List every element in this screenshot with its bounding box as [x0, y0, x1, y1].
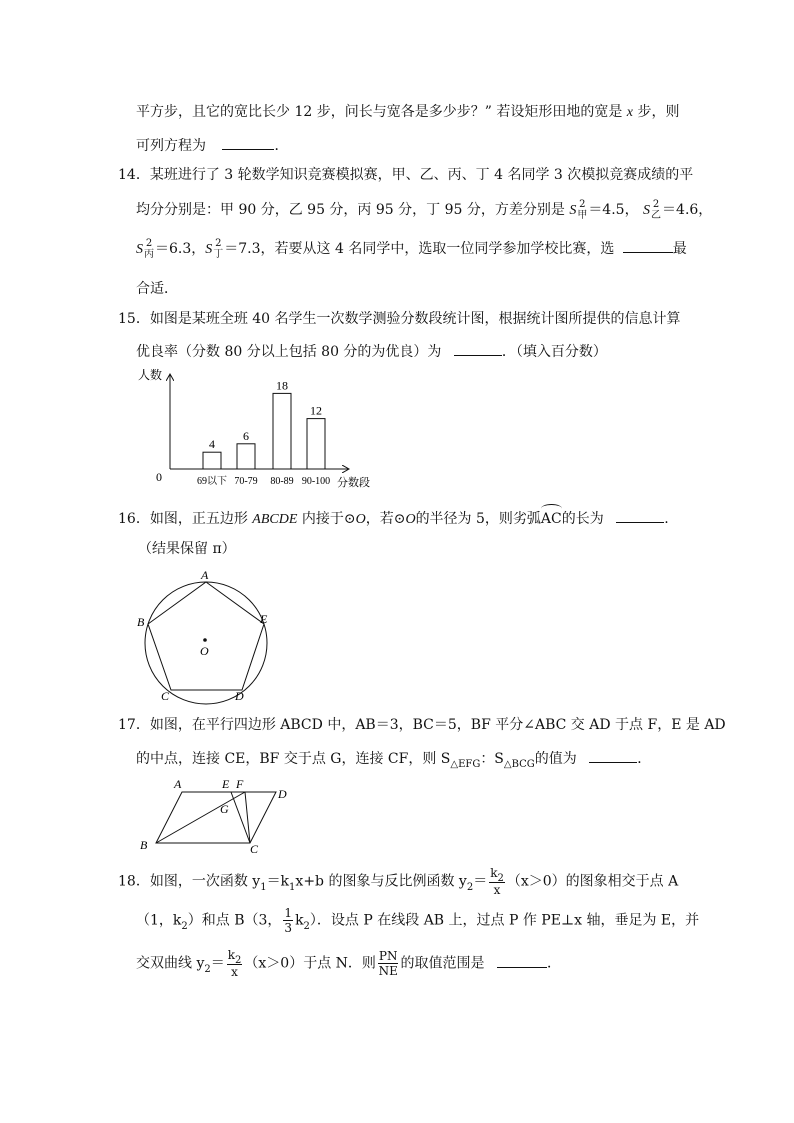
q18-line2: （1，$k_2$）和点 B（3， $\frac{1}{3}$ $k_2$）．设点 P 在线段 AB 上，过点 P 作 PE⊥x 轴，垂足为 E，并: [136, 906, 700, 935]
q17-number: 17．: [118, 717, 150, 733]
label-d: D: [278, 787, 287, 801]
bar-value-label-1: 4: [209, 437, 215, 452]
q13-var-x: x: [626, 105, 633, 120]
q16-line2: [138, 539, 236, 559]
q18-fraction-one-third: $\frac{1}{3}$: [284, 906, 293, 935]
origin-label: 0: [156, 470, 162, 484]
category-label-2: 70-79: [234, 476, 258, 487]
q14-line3: S 2 丙 ＝6.3，S 2 丁 ＝7.3，若要从这 4 名同学中，选取一位同学参加学校比赛，选 最: [136, 238, 687, 260]
category-label-1: 69以下: [197, 476, 227, 487]
score-bar-chart: [130, 365, 390, 495]
q14-text4: 合适．: [136, 281, 178, 297]
bar-3: [273, 393, 291, 469]
label-c: C: [250, 842, 259, 856]
bar-1: [203, 452, 221, 469]
bars-group: [197, 378, 330, 487]
q18-text4: （x＞0）的图象相交于点 A: [506, 873, 679, 890]
q16-text4: 的半径为 5，则劣弧: [415, 511, 541, 527]
q17-line1: [118, 715, 726, 735]
bar-4: [307, 419, 325, 469]
label-f: F: [236, 777, 244, 791]
q17-text4: 的值为: [534, 751, 577, 767]
bar-value-label-4: 12: [310, 403, 322, 418]
q17-text2: 的中点，连接 CE，BF 交于点 G，连接 CF，则 S: [136, 751, 451, 767]
label-g: G: [220, 802, 229, 816]
q17-sub-bcg: △BCG: [503, 759, 535, 770]
q18-line1: 18．如图，一次函数 $y_1=k_1x+b$ 的图象与反比例函数 $y_2=$ $\frac{k_2}{x}$ （x＞0）的图象相交于点 A: [118, 866, 679, 897]
q17-text: 如图，在平行四边形 ABCD 中，AB＝3，BC＝5，BF 平分∠ABC 交 AD 于点 F，E 是 AD: [149, 717, 726, 733]
q13-answer-blank[interactable]: [222, 135, 274, 150]
bar-2: [237, 444, 255, 469]
q18-line3: 交双曲线 $y_2=$ $\frac{k_2}{x}$ （x＞0）于点 N．则 $\frac{PN}{NE}$ 的取值范围是 ．: [136, 948, 561, 979]
q14-value-ding: ＝7.3，若要从这 4 名同学中，选取一位同学参加学校比赛，选: [224, 241, 615, 257]
q18-text6: ）和点 B（3，: [187, 912, 282, 929]
q16-arc-ac: AC: [540, 511, 562, 527]
q15-text2-end: ．（填入百分数）: [501, 344, 607, 360]
label-e: E: [222, 777, 230, 791]
q15-text: 如图是某班全班 40 名学生一次数学测验分数段统计图，根据统计图所提供的信息计算: [149, 311, 681, 327]
q18-answer-blank[interactable]: [497, 953, 547, 968]
q16-text5: 的长为: [561, 511, 604, 527]
q15-answer-blank[interactable]: [454, 341, 502, 356]
q18-text3: x+b 的图象与反比例函数 y: [295, 873, 467, 890]
q18-text9: （x＞0）于点 N．则: [244, 955, 376, 972]
q14-var-jia: 2 甲: [577, 199, 588, 221]
q17-text3: ：S: [480, 751, 504, 767]
parallelogram-figure: [134, 773, 304, 858]
bar-value-label-2: 6: [243, 428, 249, 443]
q18-fraction-k2-x: $\frac{k_2}{x}$: [490, 866, 504, 897]
q16-line1: 16．如图，正五边形 ABCDE 内接于⊙O，若⊙O的半径为 5，则劣弧AC的长为 .: [118, 508, 669, 530]
label-o: O: [200, 644, 209, 658]
q17-answer-blank[interactable]: [589, 748, 637, 763]
q14-var-yi: 2 乙: [651, 199, 662, 221]
label-c: C: [161, 689, 170, 703]
q15-number: 15．: [118, 311, 150, 327]
x-axis-label: 分数段: [337, 477, 370, 489]
q16-note: （结果保留 π）: [138, 541, 236, 557]
pentagon-figure: [134, 565, 284, 705]
q14-text2: 均分分别是：甲 90 分，乙 95 分，丙 95 分，丁 95 分，方差分别是: [136, 202, 565, 218]
q18-text2: ＝k: [266, 873, 290, 890]
q16-pentagon-name: ABCDE: [252, 512, 298, 527]
q14-value-bing: ＝6.3，: [155, 241, 206, 257]
bar-value-label-3: 18: [276, 378, 288, 393]
q13-text-end: 步，则: [637, 104, 680, 120]
q18-text8: 交双曲线 y: [136, 955, 205, 972]
q18-text7: ）．设点 P 在线段 AB 上，过点 P 作 PE⊥x 轴，垂足为 E，并: [309, 912, 700, 929]
q18-text10: 的取值范围是: [400, 955, 485, 972]
q14-text: 某班进行了 3 轮数学知识竞赛模拟赛，甲、乙、丙、丁 4 名同学 3 次模拟竞赛成绩的平: [149, 167, 694, 183]
q15-line2: [136, 341, 607, 362]
q16-answer-blank[interactable]: [616, 508, 664, 523]
q14-line2: 均分分别是：甲 90 分，乙 95 分，丙 95 分，丁 95 分，方差分别是 S 2 甲 ＝4.5， S 2 乙 ＝4.6，: [136, 199, 713, 221]
q13-equation-label: 可列方程为: [136, 138, 206, 154]
q16-text3: ，若⊙: [365, 511, 406, 527]
label-a: A: [174, 777, 182, 791]
q14-text-end: 最: [672, 241, 687, 257]
y-axis-label: 人数: [138, 368, 163, 382]
q14-value-jia: ＝4.5，: [588, 202, 639, 218]
q14-line1: [118, 165, 693, 185]
q14-var-ding: 2 丁: [213, 238, 224, 260]
q14-var-bing: 2 丙: [144, 238, 154, 260]
q13-text: 平方步，且它的宽比长少 12 步，问长与宽各是多少步？” 若设矩形田地的宽是: [136, 104, 623, 120]
q14-line4: [136, 279, 178, 299]
q15-text2: 优良率（分数 80 分以上包括 80 分的为优良）为: [136, 344, 442, 360]
q17-line2: 的中点，连接 CE，BF 交于点 G，连接 CF，则 $S_{\triangle EFG}$：$S_{\triangle BCG}$的值为 ．: [136, 748, 651, 771]
q18-text1: 如图，一次函数 y: [149, 873, 261, 890]
q16-text2: 内接于⊙: [301, 511, 356, 527]
q13-line2: 可列方程为 ．: [136, 135, 288, 156]
q14-number: 14．: [118, 167, 150, 183]
category-label-4: 90-100: [301, 476, 331, 487]
label-b: B: [137, 615, 145, 629]
label-e: E: [260, 612, 268, 626]
q18-fraction-pn-ne: $\frac{PN}{NE}$: [378, 949, 398, 978]
label-b: B: [140, 838, 148, 852]
q13-line1: [136, 102, 679, 123]
q16-text1: 如图，正五边形: [149, 511, 248, 527]
category-label-3: 80-89: [270, 476, 294, 487]
q14-answer-blank[interactable]: [623, 238, 673, 253]
q18-fraction-k2-x-2: $\frac{k_2}{x}$: [227, 948, 242, 979]
q14-value-yi: ＝4.6，: [662, 202, 713, 218]
q15-line1: [118, 309, 681, 329]
q16-number: 16．: [118, 511, 150, 527]
q18-text5: （1，k: [136, 912, 182, 929]
q18-number: 18．: [118, 873, 150, 890]
label-a: A: [201, 568, 209, 582]
label-d: D: [235, 689, 244, 703]
q17-sub-efg: △EFG: [450, 759, 481, 770]
